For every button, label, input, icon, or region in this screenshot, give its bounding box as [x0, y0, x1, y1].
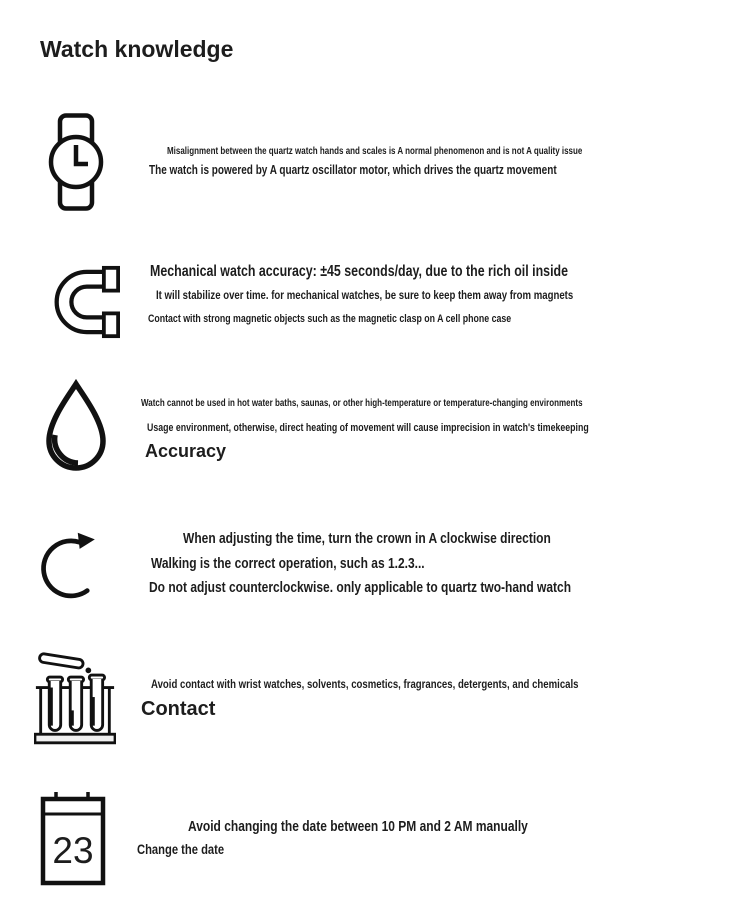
- section-date-line-2: Change the date: [137, 841, 225, 857]
- section-magnet-line-1: Mechanical watch accuracy: ±45 seconds/day, due to the rich oil inside: [150, 263, 568, 280]
- section-crown-line-1: When adjusting the time, turn the crown in A clockwise direction: [183, 530, 551, 547]
- magnet-icon: [44, 265, 122, 339]
- section-date-line-1: Avoid changing the date between 10 PM and 2 AM manually: [188, 818, 528, 835]
- clockwise-arrow-icon: [36, 522, 110, 608]
- calendar-icon: [40, 791, 106, 887]
- section-temperature-line-2: Usage environment, otherwise, direct heating of movement will cause imprecision in watch's timekeeping: [147, 422, 589, 434]
- calendar-day-number: 23: [52, 830, 94, 871]
- test-tubes-icon: [34, 648, 116, 748]
- section-crown-line-3: Do not adjust counterclockwise. only applicable to quartz two-hand watch: [149, 579, 572, 596]
- section-chemicals-line-1: Avoid contact with wrist watches, solvents, cosmetics, fragrances, detergents, and chemicals: [151, 677, 579, 691]
- water-drop-icon: [38, 378, 114, 478]
- section-quartz-line-2: The watch is powered by A quartz oscillator motor, which drives the quartz movement: [149, 163, 557, 177]
- page-title: Watch knowledge: [40, 36, 234, 62]
- section-temperature-line-1: Watch cannot be used in hot water baths, saunas, or other high-temperature or temperature-changing environments: [141, 398, 583, 409]
- section-contact-heading: Contact: [141, 698, 216, 720]
- wristwatch-icon: [46, 113, 106, 211]
- section-magnet-line-2: It will stabilize over time. for mechanical watches, be sure to keep them away from magnets: [156, 288, 574, 302]
- section-accuracy-heading: Accuracy: [145, 441, 227, 461]
- section-magnet-line-3: Contact with strong magnetic objects such as the magnetic clasp on A cell phone case: [148, 313, 512, 325]
- section-quartz-line-1: Misalignment between the quartz watch hands and scales is A normal phenomenon and is not A quality issue: [167, 146, 583, 157]
- section-crown-line-2: Walking is the correct operation, such as 1.2.3...: [151, 555, 425, 572]
